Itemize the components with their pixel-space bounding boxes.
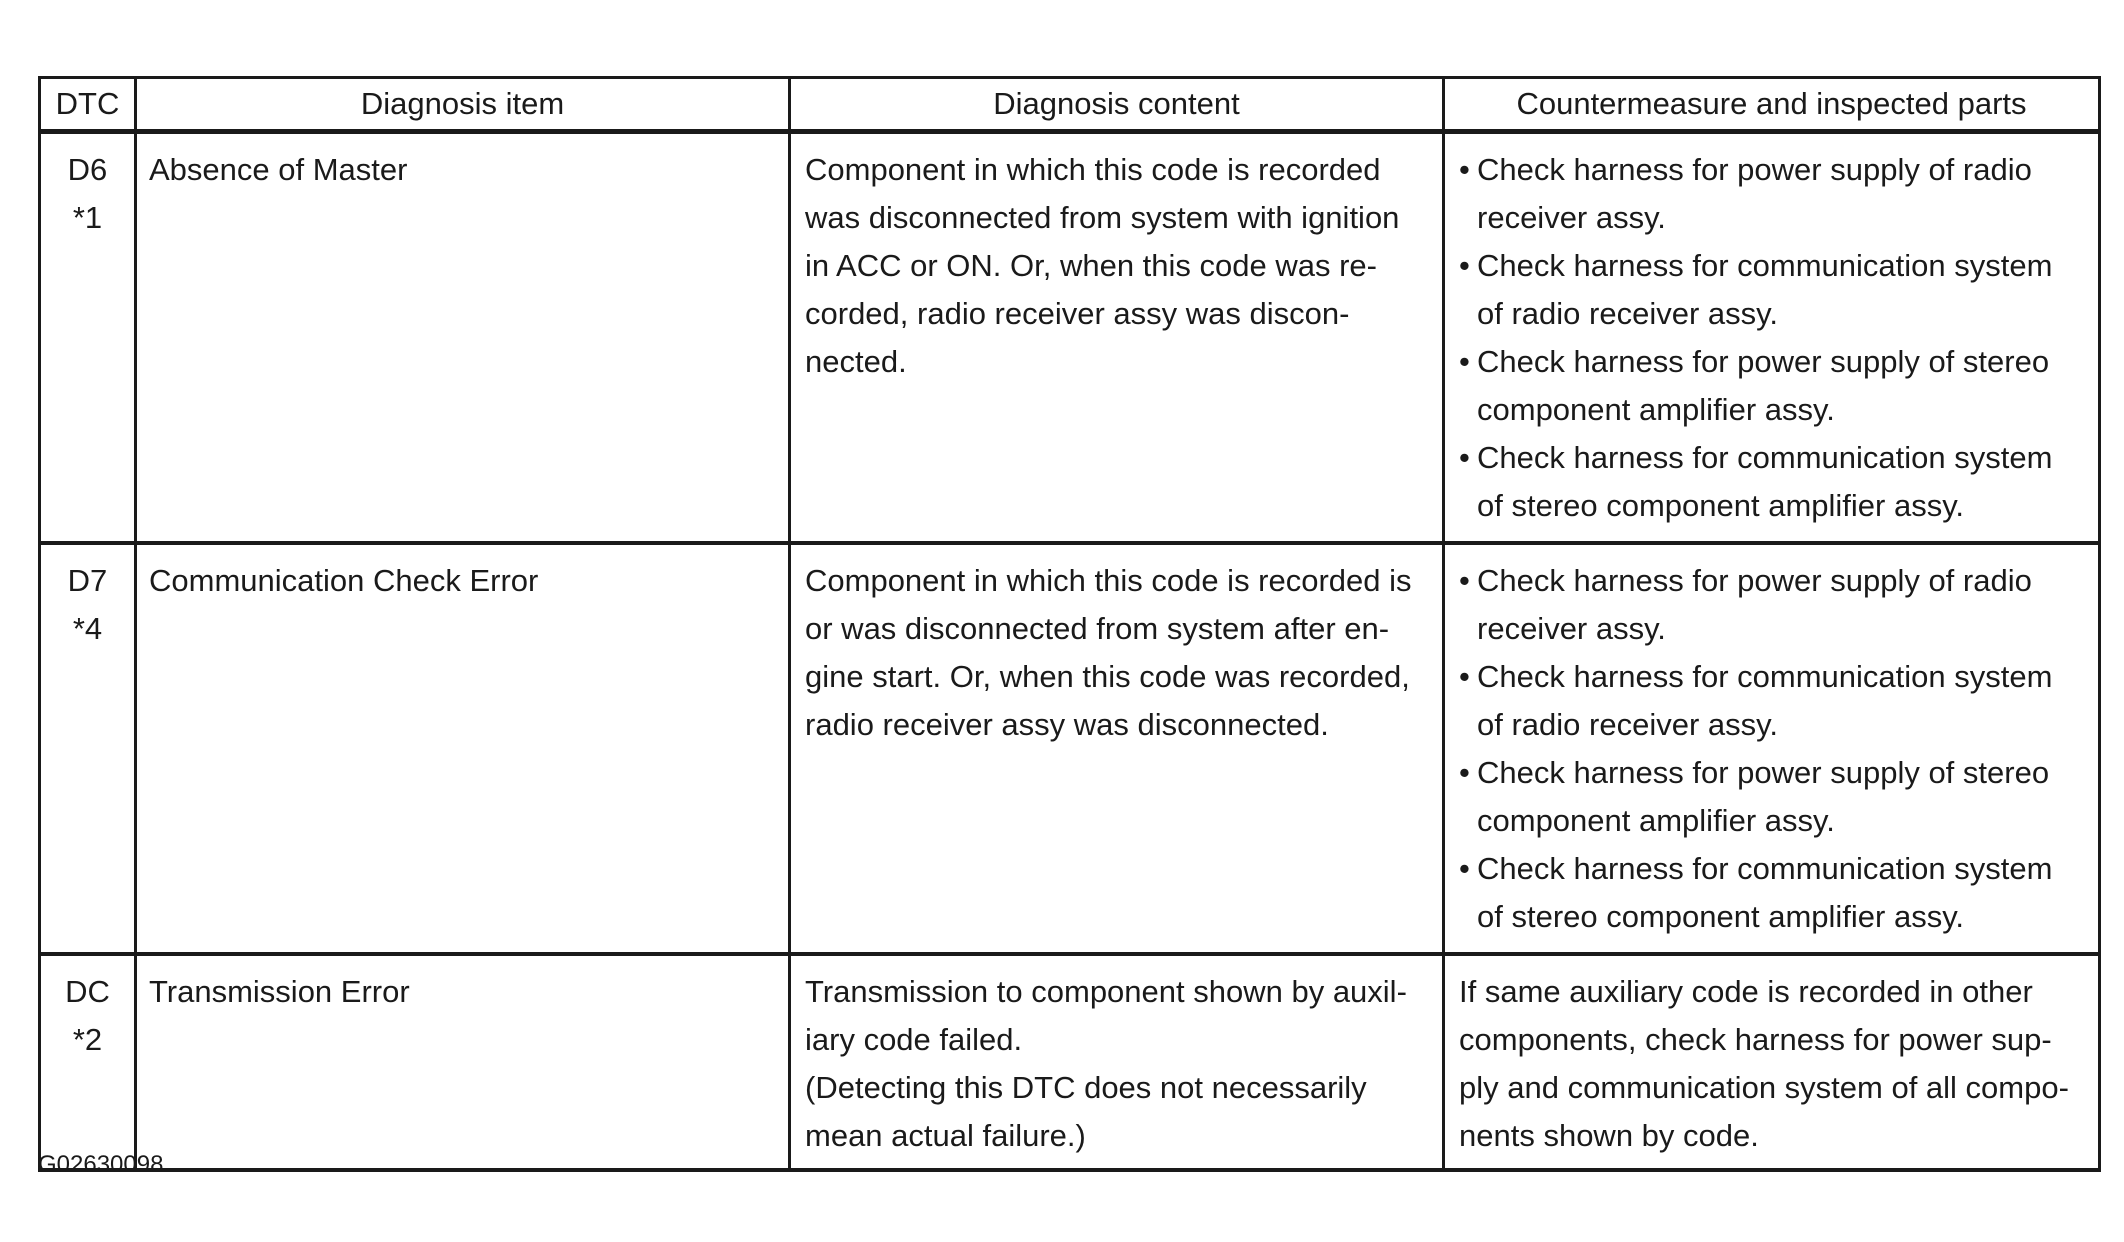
header-countermeasure: Countermeasure and inspected parts	[1444, 78, 2100, 132]
header-diagnosis-item: Diagnosis item	[136, 78, 790, 132]
countermeasure-text: If same auxiliary code is recorded in other components, check harness for power sup-ply and communication system of all compo-nents shown by code.	[1444, 954, 2100, 1170]
dtc-code-cell	[40, 132, 136, 544]
list-item: • Check harness for communication system of stereo component amplifier assy.	[1459, 434, 2084, 530]
dtc-code-cell	[40, 543, 136, 954]
dtc-code: DC	[65, 974, 110, 1009]
diagnosis-content	[790, 954, 1444, 1170]
dtc-note: *2	[72, 1022, 103, 1057]
diagnosis-item: Absence of Master	[136, 132, 790, 544]
table-row	[40, 954, 2100, 1170]
dtc-code-cell	[40, 954, 136, 1170]
list-item: • Check harness for power supply of stereo component amplifier assy.	[1459, 749, 2084, 845]
diagnosis-content-line: (Detecting this DTC does not necessarily mean actual failure.)	[805, 1070, 1367, 1153]
countermeasure-list	[1459, 146, 2084, 530]
diagnosis-item: Communication Check Error	[136, 543, 790, 954]
table-row	[40, 543, 2100, 954]
table-row	[40, 132, 2100, 544]
diagnosis-content: Component in which this code is recorded was disconnected from system with ignition in ACC or ON. Or, when this code was re-corded, radio receiver assy was discon-nected.	[790, 132, 1444, 544]
header-diagnosis-content: Diagnosis content	[790, 78, 1444, 132]
dtc-table	[38, 76, 2101, 1172]
countermeasure-cell	[1444, 543, 2100, 954]
list-item: • Check harness for communication system of radio receiver assy.	[1459, 653, 2084, 749]
list-item: • Check harness for communication system of stereo component amplifier assy.	[1459, 845, 2084, 941]
diagnosis-content: Component in which this code is recorded is or was disconnected from system after en-gine start. Or, when this code was recorded, radio receiver assy was disconnected.	[790, 543, 1444, 954]
list-item: • Check harness for communication system of radio receiver assy.	[1459, 242, 2084, 338]
countermeasure-list	[1459, 557, 2084, 941]
diagnosis-content-line: Transmission to component shown by auxil-iary code failed.	[805, 974, 1407, 1057]
dtc-code: D6	[67, 152, 108, 187]
dtc-note: *4	[72, 611, 103, 646]
list-item: • Check harness for power supply of stereo component amplifier assy.	[1459, 338, 2084, 434]
list-item: • Check harness for power supply of radio receiver assy.	[1459, 557, 2084, 653]
figure-id: G02630098	[38, 1151, 164, 1178]
diagnosis-item: Transmission Error	[136, 954, 790, 1170]
header-dtc: DTC	[40, 78, 136, 132]
dtc-code: D7	[67, 563, 108, 598]
list-item: • Check harness for power supply of radio receiver assy.	[1459, 146, 2084, 242]
table-header-row	[40, 78, 2100, 132]
dtc-note: *1	[72, 200, 103, 235]
countermeasure-cell	[1444, 132, 2100, 544]
